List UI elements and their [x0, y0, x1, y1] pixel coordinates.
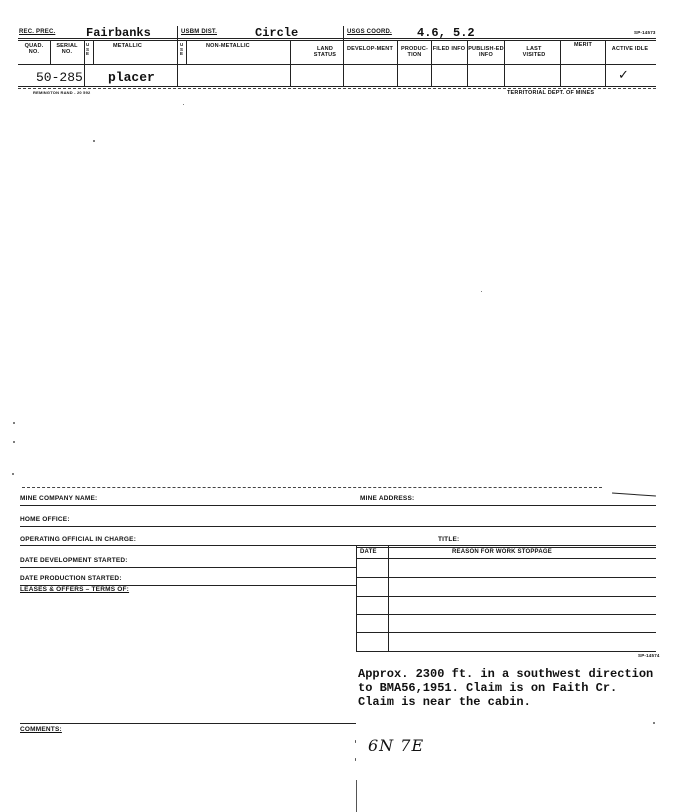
col-filed-info: FILED INFO [432, 46, 466, 52]
speck [481, 291, 482, 292]
usbm-dist-value: Circle [255, 26, 299, 40]
col-merit: MERIT [573, 42, 593, 48]
header-bottom-rule [18, 86, 656, 87]
department-imprint: TERRITORIAL DEPT. OF MINES [507, 90, 595, 96]
col-published-info: PUBLISH-ED INFO [468, 46, 504, 58]
remarks-text [358, 667, 653, 709]
remarks-line: to BMA56,1951. Claim is on Faith Cr. [358, 681, 618, 695]
divider [356, 780, 357, 812]
rec-prec-value: Fairbanks [86, 26, 151, 40]
speck [355, 758, 356, 761]
remarks-line: Approx. 2300 ft. in a southwest direction [358, 667, 654, 681]
rule [356, 651, 656, 652]
bottom-form-number: SP-14574 [638, 653, 660, 658]
printer-imprint: REMINGTON RAND - 20 592 [33, 90, 91, 95]
col-non-metallic: NON-METALLIC [206, 43, 250, 49]
header-form-number: SP-14573 [634, 30, 656, 35]
rule [356, 596, 656, 597]
rule [20, 545, 656, 546]
col-production: PRODUC-TION [400, 46, 429, 58]
divider [84, 41, 85, 86]
col-development: DEVELOP-MENT [346, 46, 394, 52]
divider [356, 545, 357, 651]
rule [356, 632, 656, 633]
header-dashed-rule [18, 88, 656, 89]
rule [20, 567, 356, 568]
col-use-metallic: U S E [86, 42, 90, 57]
speck [653, 722, 655, 724]
reason-stoppage-header: REASON FOR WORK STOPPAGE [452, 549, 552, 555]
col-serial-no: SERIAL NO. [56, 43, 78, 55]
curled-edge [612, 492, 656, 496]
serial-value: 50-285 [36, 70, 83, 85]
speck [13, 422, 15, 424]
speck [93, 140, 95, 142]
col-metallic: METALLIC [113, 43, 142, 49]
rule [20, 723, 356, 724]
col-active-idle: ACTIVE IDLE [611, 46, 649, 52]
home-office-label: HOME OFFICE: [20, 516, 70, 523]
bottom-card-cut-line [22, 487, 602, 488]
usbm-dist-label: USBM DIST. [181, 29, 218, 35]
usgs-coord-label: USGS COORD. [347, 29, 392, 35]
leases-offers-label: LEASES & OFFERS – TERMS OF: [20, 586, 130, 593]
rule [20, 505, 656, 506]
rule [356, 577, 656, 578]
col-use-non-metallic: U S E [180, 42, 184, 57]
metallic-value: placer [108, 70, 155, 85]
rec-prec-label: REC. PREC. [19, 29, 56, 35]
mine-company-name-label: MINE COMPANY NAME: [20, 495, 98, 502]
divider [343, 26, 344, 86]
date-production-label: DATE PRODUCTION STARTED: [20, 575, 122, 582]
col-quad-no: QUAD. NO. [24, 43, 44, 55]
comments-label: COMMENTS: [20, 726, 62, 733]
speck [355, 740, 356, 743]
divider [177, 26, 178, 86]
date-development-label: DATE DEVELOPMENT STARTED: [20, 557, 128, 564]
col-land-status: LAND STATUS [313, 46, 337, 58]
divider [186, 41, 187, 64]
remarks-line: Claim is near the cabin. [358, 695, 531, 709]
col-last-visited: LAST VISITED [522, 46, 546, 58]
mine-address-label: MINE ADDRESS: [360, 495, 415, 502]
speck [13, 441, 15, 443]
handwritten-note: 6N 7E [368, 736, 425, 755]
divider [504, 41, 505, 86]
rule [356, 614, 656, 615]
divider [290, 41, 291, 86]
speck [12, 473, 14, 475]
divider [388, 545, 389, 651]
divider [93, 41, 94, 64]
operating-official-label: OPERATING OFFICIAL IN CHARGE: [20, 536, 137, 543]
rule [20, 526, 656, 527]
speck [183, 104, 184, 105]
rule [356, 558, 656, 559]
title-label: TITLE: [438, 536, 460, 543]
active-check-mark: ✓ [618, 68, 629, 83]
rule [356, 547, 656, 548]
date-header: DATE [360, 549, 377, 555]
usgs-coord-value: 4.6, 5.2 [417, 26, 475, 40]
